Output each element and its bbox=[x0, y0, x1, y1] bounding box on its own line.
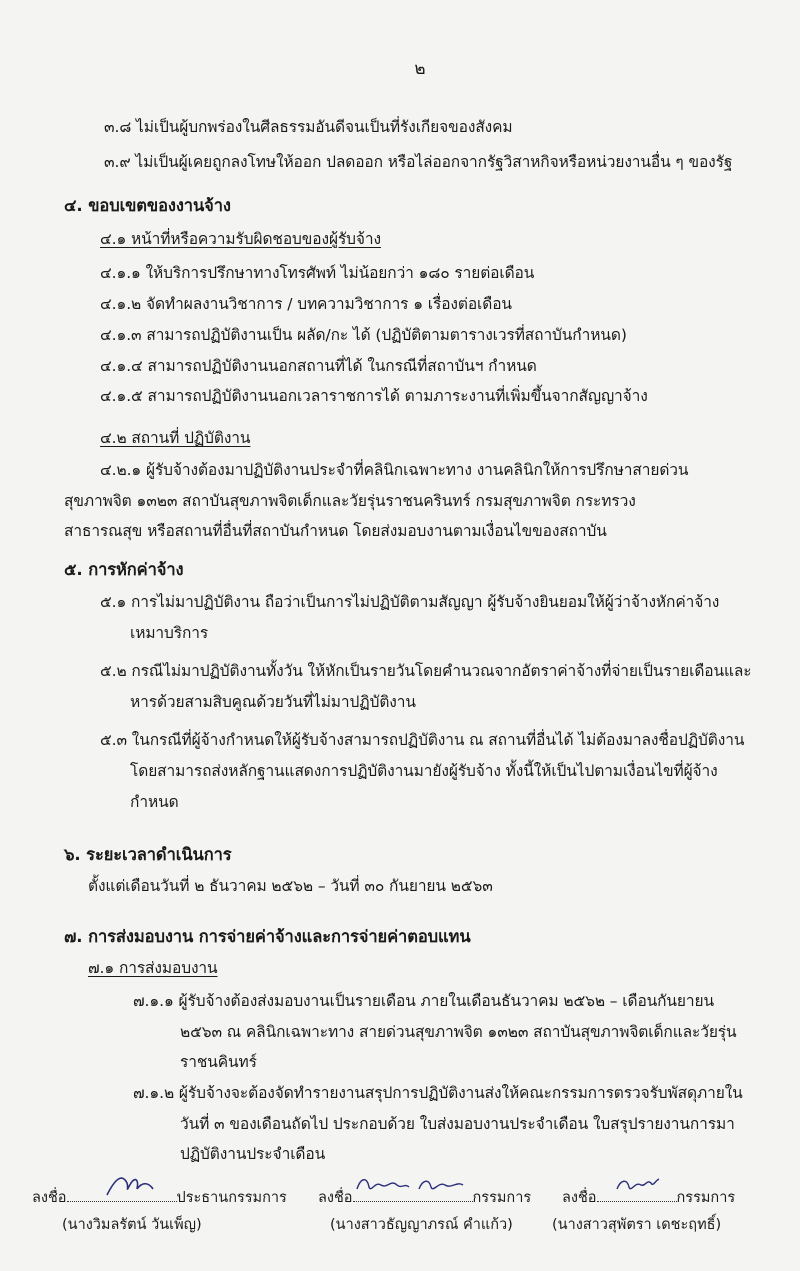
item-7-1-1-line2: ๒๕๖๓ ณ คลินิกเฉพาะทาง สายด่วนสุขภาพจิต ๑๓๒๓ สถาบันสุขภาพจิตเด็กและวัยรุ่น bbox=[180, 1023, 737, 1041]
item-5-2-line1: ๕.๒ กรณีไม่มาปฏิบัติงานทั้งวัน ให้หักเป็นรายวันโดยคำนวณจากอัตราค่าจ้างที่จ่ายเป็นรายเดือนและ bbox=[100, 662, 752, 680]
signature-line bbox=[67, 1187, 177, 1202]
item-4-2-1-line3: สาธารณสุข หรือสถานที่อื่นที่สถาบันกำหนด โดยส่งมอบงานตามเงื่อนไขของสถาบัน bbox=[64, 522, 607, 540]
item-4-2-1-line1: ๔.๒.๑ ผู้รับจ้างต้องมาปฏิบัติงานประจำที่คลินิกเฉพาะทาง งานคลินิกให้การปรึกษาสายด่วน bbox=[100, 461, 689, 479]
handwritten-signature-3 bbox=[597, 1169, 677, 1199]
item-4-1-2: ๔.๑.๒ จัดทำผลงานวิชาการ / บทความวิชาการ ๑ เรื่องต่อเดือน bbox=[100, 295, 512, 313]
signature-prefix: ลงชื่อ bbox=[32, 1190, 67, 1206]
item-4-2-1-line2: สุขภาพจิต ๑๓๒๓ สถาบันสุขภาพจิตเด็กและวัยรุ่นราชนครินทร์ กรมสุขภาพจิต กระทรวง bbox=[64, 492, 636, 510]
subsection-4-2-heading: ๔.๒ สถานที่ ปฏิบัติงาน bbox=[100, 429, 251, 447]
item-7-1-2-line2: วันที่ ๓ ของเดือนถัดไป ประกอบด้วย ใบส่งมอบงานประจำเดือน ใบสรุปรายงานการมา bbox=[180, 1115, 735, 1133]
signature-prefix: ลงชื่อ bbox=[562, 1190, 597, 1206]
subsection-7-1-heading: ๗.๑ การส่งมอบงาน bbox=[88, 959, 218, 977]
item-5-2-line2: หารด้วยสามสิบคูณด้วยวันที่ไม่มาปฏิบัติงาน bbox=[130, 693, 416, 711]
signer-name-member-1: (นางสาวธัญญาภรณ์ คำแก้ว) bbox=[330, 1217, 513, 1233]
item-5-3-line2: โดยสามารถส่งหลักฐานแสดงการปฏิบัติงานมายังผู้รับจ้าง ทั้งนี้ให้เป็นไปตามเงื่อนไขที่ผู้จ้าง bbox=[130, 762, 718, 780]
handwritten-signature-2 bbox=[353, 1169, 473, 1199]
signature-role: ประธานกรรมการ bbox=[176, 1190, 287, 1206]
item-4-1-4: ๔.๑.๔ สามารถปฏิบัติงานนอกสถานที่ได้ ในกรณีที่สถาบันฯ กำหนด bbox=[100, 357, 537, 375]
item-4-1-5: ๔.๑.๕ สามารถปฏิบัติงานนอกเวลาราชการได้ ตามภาระงานที่เพิ่มขึ้นจากสัญญาจ้าง bbox=[100, 387, 648, 405]
section-6-heading: ๖. ระยะเวลาดำเนินการ bbox=[64, 845, 232, 864]
signature-role: กรรมการ bbox=[472, 1190, 532, 1206]
item-3-8: ๓.๘ ไม่เป็นผู้บกพร่องในศีลธรรมอันดีจนเป็นที่รังเกียจของสังคม bbox=[104, 118, 513, 136]
signature-prefix: ลงชื่อ bbox=[318, 1190, 353, 1206]
section-6-period: ตั้งแต่เดือนวันที่ ๒ ธันวาคม ๒๕๖๒ – วันที่ ๓๐ กันยายน ๒๕๖๓ bbox=[88, 877, 493, 895]
handwritten-signature-1 bbox=[67, 1169, 167, 1199]
item-7-1-2-line3: ปฏิบัติงานประจำเดือน bbox=[180, 1145, 326, 1163]
signature-role: กรรมการ bbox=[676, 1190, 736, 1206]
page-number: ๒ bbox=[414, 59, 426, 79]
item-4-1-3: ๔.๑.๓ สามารถปฏิบัติงานเป็น ผลัด/กะ ได้ (ปฏิบัติตามตารางเวรที่สถาบันกำหนด) bbox=[100, 326, 627, 344]
item-7-1-1-line3: ราชนคินทร์ bbox=[180, 1053, 257, 1071]
item-3-9: ๓.๙ ไม่เป็นผู้เคยถูกลงโทษให้ออก ปลดออก หรือไล่ออกจากรัฐวิสาหกิจหรือหน่วยงานอื่น ๆ ของรัฐ bbox=[104, 153, 733, 171]
item-5-3-line3: กำหนด bbox=[130, 793, 179, 811]
item-7-1-2-line1: ๗.๑.๒ ผู้รับจ้างจะต้องจัดทำรายงานสรุปการปฏิบัติงานส่งให้คณะกรรมการตรวจรับพัสดุภายใน bbox=[133, 1084, 743, 1102]
section-5-heading: ๕. การหักค่าจ้าง bbox=[64, 560, 184, 579]
item-5-1-line1: ๕.๑ การไม่มาปฏิบัติงาน ถือว่าเป็นการไม่ปฏิบัติตามสัญญา ผู้รับจ้างยินยอมให้ผู้ว่าจ้างหักค่าจ้าง bbox=[100, 593, 720, 611]
item-4-1-1: ๔.๑.๑ ให้บริการปรึกษาทางโทรศัพท์ ไม่น้อยกว่า ๑๘๐ รายต่อเดือน bbox=[100, 264, 535, 282]
signer-name-member-2: (นางสาวสุพัตรา เดชะฤทธิ์) bbox=[552, 1217, 722, 1233]
signature-block-member-2 bbox=[562, 1186, 735, 1209]
signature-line bbox=[597, 1187, 677, 1202]
item-5-1-line2: เหมาบริการ bbox=[130, 624, 209, 642]
subsection-4-1-heading: ๔.๑ หน้าที่หรือความรับผิดชอบของผู้รับจ้าง bbox=[100, 230, 381, 248]
section-7-heading: ๗. การส่งมอบงาน การจ่ายค่าจ้างและการจ่ายค่าตอบแทน bbox=[64, 927, 471, 946]
signature-block-chair bbox=[32, 1186, 287, 1209]
signature-line bbox=[353, 1187, 473, 1202]
item-5-3-line1: ๕.๓ ในกรณีที่ผู้จ้างกำหนดให้ผู้รับจ้างสามารถปฏิบัติงาน ณ สถานที่อื่นได้ ไม่ต้องมาลงชื่อปฏิบัติงาน bbox=[100, 731, 745, 749]
item-7-1-1-line1: ๗.๑.๑ ผู้รับจ้างต้องส่งมอบงานเป็นรายเดือน ภายในเดือนธันวาคม ๒๕๖๒ – เดือนกันยายน bbox=[133, 992, 714, 1010]
signer-name-chair: (นางวิมลรัตน์ วันเพ็ญ) bbox=[62, 1217, 202, 1233]
signature-block-member-1 bbox=[318, 1186, 531, 1209]
section-4-heading: ๔. ขอบเขตของงานจ้าง bbox=[64, 196, 231, 215]
